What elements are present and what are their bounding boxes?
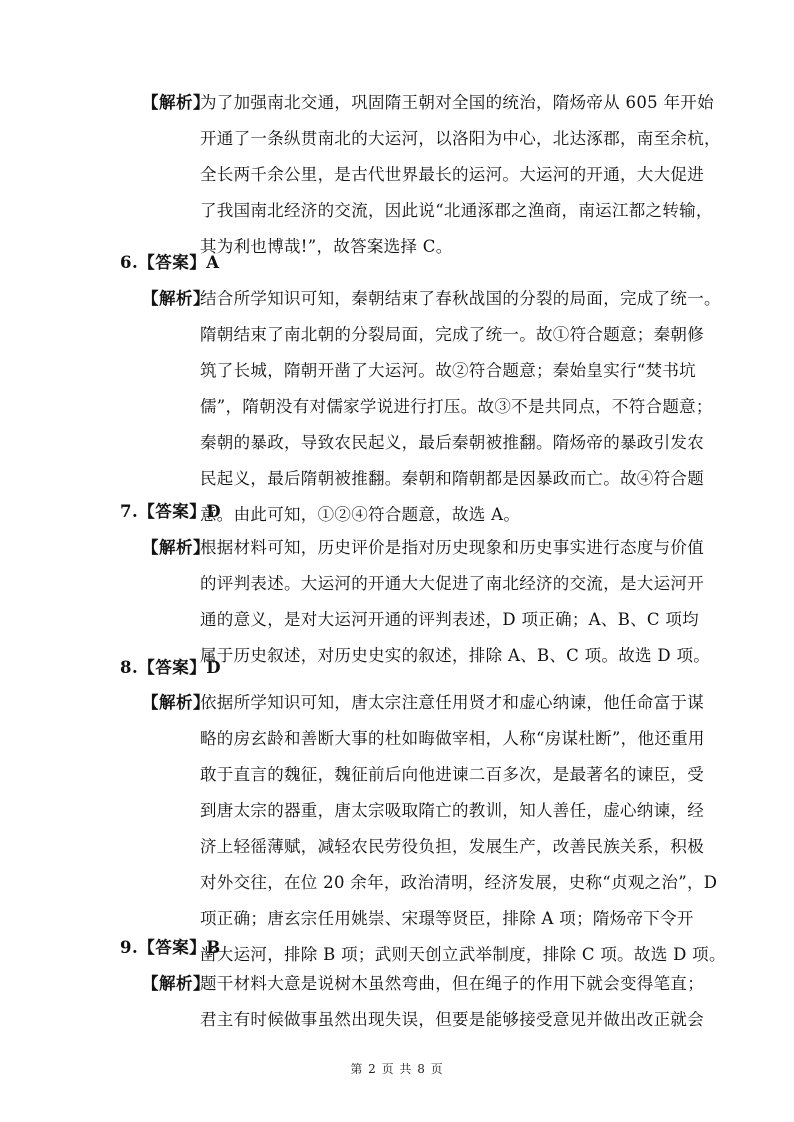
explanation-tag: 【解析】 bbox=[142, 538, 210, 557]
q7-answer: 7.【答案】D bbox=[120, 502, 222, 521]
text-line: 到唐太宗的器重，唐太宗吸取隋亡的教训，知人善任，虚心纳谏，经 bbox=[200, 801, 704, 820]
text-line: 济上轻徭薄赋，减轻农民劳役负担，发展生产，改善民族关系，积极 bbox=[200, 837, 704, 856]
text-line: 通的意义，是对大运河开通的评判表述，D 项正确；A、B、C 项均 bbox=[200, 610, 699, 629]
text-line: 君主有时候做事虽然出现失误，但要是能够接受意见并做出改正就会 bbox=[200, 1010, 704, 1029]
text-line: 结合所学知识可知，秦朝结束了春秋战国的分裂的局面，完成了统一。 bbox=[200, 289, 721, 308]
text-line: 开通了一条纵贯南北的大运河，以洛阳为中心，北达涿郡，南至余杭， bbox=[200, 129, 721, 148]
page-footer: 第 2 页 共 8 页 bbox=[350, 1062, 444, 1076]
explanation-tag: 【解析】 bbox=[142, 693, 210, 712]
explanation-text bbox=[200, 530, 711, 674]
text-line: 凿大运河，排除 B 项；武则天创立武举制度，排除 C 项。故选 D 项。 bbox=[200, 945, 726, 964]
text-line: 全长两千余公里，是古代世界最长的运河。大运河的开通，大大促进 bbox=[200, 165, 704, 184]
text-line: 项正确；唐玄宗任用姚崇、宋璟等贤臣，排除 A 项；隋炀帝下令开 bbox=[200, 909, 694, 928]
text-line: 意。由此可知，①②④符合题意，故选 A。 bbox=[200, 505, 521, 524]
text-line: 其为利也博哉!”，故答案选择 C。 bbox=[200, 237, 453, 256]
text-line: 依据所学知识可知，唐太宗注意任用贤才和虚心纳谏，他任命富于谋 bbox=[200, 693, 704, 712]
q6-answer: 6.【答案】A bbox=[120, 253, 220, 272]
text-line: 秦朝的暴政，导致农民起义，最后秦朝被推翻。隋炀帝的暴政引发农 bbox=[200, 433, 704, 452]
text-line: 筑了长城，隋朝开凿了大运河。故②符合题意；秦始皇实行“焚书坑 bbox=[200, 361, 696, 380]
text-line: 对外交往，在位 20 余年，政治清明，经济发展，史称“贞观之治”，D bbox=[200, 873, 718, 892]
text-line: 的评判表述。大运河的开通大大促进了南北经济的交流，是大运河开 bbox=[200, 574, 704, 593]
explanation-text bbox=[200, 685, 726, 973]
text-line: 为了加强南北交通，巩固隋王朝对全国的统治，隋炀帝从 605 年开始 bbox=[200, 93, 714, 112]
text-line: 敢于直言的魏征，魏征前后向他进谏二百多次，是最著名的谏臣，受 bbox=[200, 765, 704, 784]
text-line: 根据材料可知，历史评价是指对历史现象和历史事实进行态度与价值 bbox=[200, 538, 704, 557]
explanation-tag: 【解析】 bbox=[142, 289, 210, 308]
text-line: 属于历史叙述，对历史史实的叙述，排除 A、B、C 项。故选 D 项。 bbox=[200, 646, 711, 665]
explanation-text bbox=[200, 281, 721, 533]
explanation-tag: 【解析】 bbox=[142, 93, 210, 112]
q9-answer: 9.【答案】B bbox=[120, 938, 221, 957]
explanation-text bbox=[200, 85, 721, 265]
text-line: 略的房玄龄和善断大事的杜如晦做宰相，人称“房谋杜断”，他还重用 bbox=[200, 729, 705, 748]
explanation-tag: 【解析】 bbox=[142, 974, 210, 993]
text-line: 隋朝结束了南北朝的分裂局面，完成了统一。故①符合题意；秦朝修 bbox=[200, 325, 704, 344]
text-line: 儒”，隋朝没有对儒家学说进行打压。故③不是共同点，不符合题意； bbox=[200, 397, 713, 416]
q8-answer: 8.【答案】D bbox=[120, 658, 222, 677]
text-line: 民起义，最后隋朝被推翻。秦朝和隋朝都是因暴政而亡。故④符合题 bbox=[200, 469, 704, 488]
text-line: 了我国南北经济的交流，因此说“北通涿郡之渔商，南运江都之转输， bbox=[200, 201, 713, 220]
text-line: 题干材料大意是说树木虽然弯曲，但在绳子的作用下就会变得笔直； bbox=[200, 974, 704, 993]
explanation-text bbox=[200, 966, 704, 1038]
